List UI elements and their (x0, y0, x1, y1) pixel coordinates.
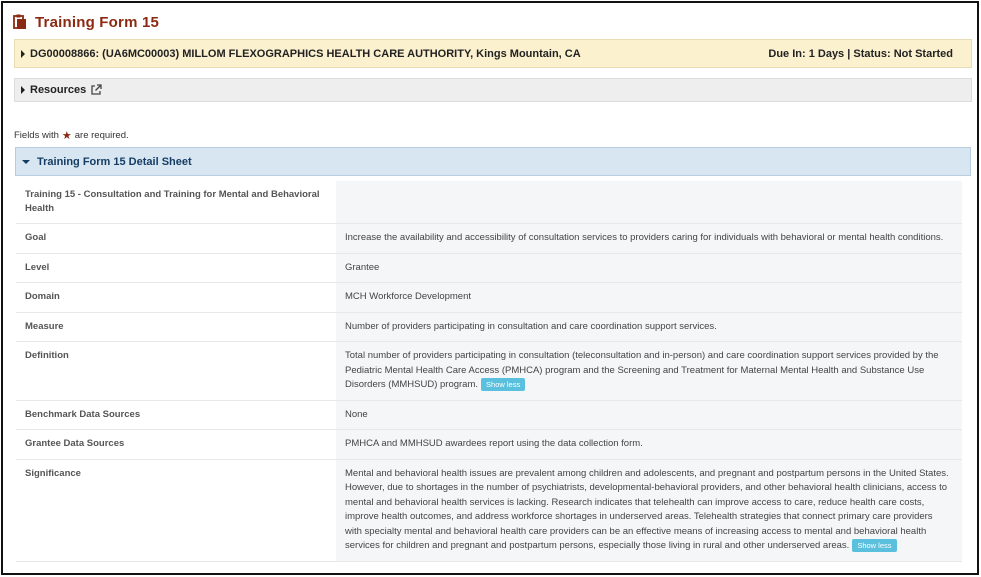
table-row (16, 430, 962, 460)
row-value (336, 224, 962, 253)
show-less-button[interactable]: Show less (852, 539, 896, 552)
row-value (336, 254, 962, 283)
row-label: Training 15 - Consultation and Training for Mental and Behavioral Health (16, 181, 336, 223)
row-value-text: None (345, 408, 368, 420)
resources-bar[interactable] (14, 78, 972, 102)
row-value (336, 313, 962, 342)
page-header (13, 11, 159, 33)
caret-right-icon (21, 86, 25, 94)
grant-status: Due In: 1 Days | Status: Not Started (768, 47, 953, 60)
table-row (16, 342, 962, 401)
row-label: Significance (16, 460, 336, 561)
row-value (336, 342, 962, 400)
table-row (16, 181, 962, 224)
row-value (336, 283, 962, 312)
row-value-text: PMHCA and MMHSUD awardees report using the data collection form. (345, 438, 643, 450)
caret-right-icon (21, 50, 25, 58)
row-label: Goal (16, 224, 336, 253)
table-row (16, 283, 962, 313)
table-row (16, 254, 962, 284)
required-note (14, 129, 129, 142)
row-label: Benchmark Data Sources (16, 401, 336, 430)
row-value-text: Mental and behavioral health issues are prevalent among children and adolescents, and pregnant and postpartum persons in the United States. However, due to shortages in the number of psychiatrists, developmental-behavioral providers, and other behavioral health clinicians, access to mental and behavioral health services is lacking. Research indicates that telehealth can improve access to care, reduce health care costs, improve health outcomes, and address workforce shortages in underserved areas. Telehealth strategies that connect primary care providers with specialty mental and behavioral health care providers can be an effective means of increasing access to mental and behavioral health services for children and pregnant and postpartum persons, especially those living in rural and other underserved areas. (345, 467, 949, 552)
clipboard-icon (13, 14, 27, 30)
required-star-icon: ★ (61, 130, 72, 142)
row-value (336, 181, 962, 223)
page-title: Training Form 15 (35, 13, 160, 31)
caret-down-icon (22, 160, 30, 164)
row-value-text: Total number of providers participating in consultation (teleconsultation and in-person) and care coordination support services provided by the Pediatric Mental Health Care Access (PMHCA) program and the Screening and Treatment for Maternal Mental Health and Substance Use Disorders (MMHSUD) program. (345, 350, 939, 391)
row-label: Level (16, 254, 336, 283)
external-link-icon[interactable] (90, 84, 102, 96)
row-label: Definition (16, 342, 336, 400)
detail-table (16, 181, 962, 562)
grant-label: DG00008866: (UA6MC00003) MILLOM FLEXOGRAPHICS HEALTH CARE AUTHORITY, Kings Mountain, CA (30, 47, 581, 60)
row-label: Domain (16, 283, 336, 312)
row-value-text: Increase the availability and accessibility of consultation services to providers caring for individuals with behavioral or mental health conditions. (345, 232, 944, 243)
required-note-after: are required. (74, 130, 129, 141)
page-frame (1, 1, 979, 575)
grant-bar[interactable] (14, 39, 972, 68)
show-less-button[interactable]: Show less (481, 378, 525, 391)
row-value-text: Number of providers participating in consultation and care coordination support services. (345, 320, 717, 332)
table-row (16, 224, 962, 254)
row-value (336, 401, 962, 430)
required-note-before: Fields with (14, 130, 59, 141)
row-value (336, 430, 962, 459)
table-row (16, 401, 962, 431)
row-value (336, 460, 962, 561)
row-value-text: Grantee (345, 261, 380, 273)
detail-sheet-section-header[interactable] (15, 147, 971, 176)
row-label: Measure (16, 313, 336, 342)
section-title: Training Form 15 Detail Sheet (37, 155, 192, 168)
table-row (16, 313, 962, 343)
table-row (16, 460, 962, 562)
row-value-text: MCH Workforce Development (345, 291, 472, 302)
row-label: Grantee Data Sources (16, 430, 336, 459)
resources-label: Resources (30, 84, 87, 96)
